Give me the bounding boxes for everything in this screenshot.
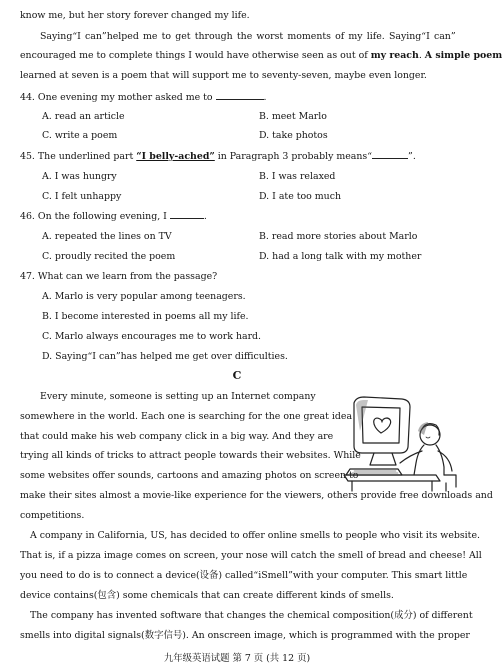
paragraph-line: some websites offer sounds, cartoons and amazing photos on screen to	[20, 470, 359, 481]
page-footer: 九年级英语试题 第 7 页 (共 12 页)	[163, 653, 311, 664]
passage-line: know me, but her story forever changed my life.	[20, 10, 250, 21]
passage-line: encouraged me to complete things I would have otherwise seen as out of my reach. A simple poem	[20, 50, 502, 61]
question-44-option-a: A. read an article	[42, 111, 125, 122]
paragraph-line: somewhere in the world. Each one is searching for the one great idea	[20, 411, 353, 422]
question-45-option-a: A. I was hungry	[42, 171, 117, 182]
question-46-option-d: D. had a long talk with my mother	[259, 251, 422, 262]
paragraph-line: competitions.	[20, 510, 85, 521]
question-45-option-b: B. I was relaxed	[259, 171, 336, 182]
paragraph-line: you need to do is to connect a device(设备) called“iSmell”with your computer. This smart little	[20, 570, 468, 581]
question-46-stem: 46. On the following evening, I .	[20, 211, 207, 222]
question-45-option-c: C. I felt unhappy	[42, 191, 122, 202]
passage-line: learned at seven is a poem that will support me to seventy-seven, maybe even longer.	[20, 70, 427, 81]
answer-blank	[372, 149, 408, 159]
paragraph-line: That is, if a pizza image comes on screen, your nose will catch the smell of bread and cheese! All	[20, 550, 482, 561]
section-heading: C	[232, 369, 242, 382]
question-47-option-c: C. Marlo always encourages me to work hard.	[42, 331, 262, 342]
paragraph-line: A company in California, US, has decided to offer online smells to people who visit its website.	[30, 530, 480, 541]
paragraph-line: trying all kinds of tricks to attract people towards their websites. While	[20, 450, 361, 461]
question-44-option-d: D. take photos	[259, 130, 328, 141]
paragraph-line: make their sites almost a movie-like experience for the viewers, others provide free downloads and	[20, 490, 493, 501]
answer-blank	[216, 90, 264, 100]
paragraph-line: device contains(包含) some chemicals that can create different kinds of smells.	[20, 590, 394, 601]
question-45-option-d: D. I ate too much	[259, 191, 341, 202]
paragraph-line: smells into digital signals(数字信号). An onscreen image, which is programmed with the proper	[20, 630, 470, 641]
paragraph-line: that could make his web company click in a big way. And they are	[20, 431, 334, 442]
question-44-stem: 44. One evening my mother asked me to .	[20, 92, 267, 103]
question-44-option-c: C. write a poem	[42, 130, 118, 141]
question-46-option-b: B. read more stories about Marlo	[259, 231, 418, 242]
computer-user-illustration	[340, 391, 460, 495]
question-47-option-a: A. Marlo is very popular among teenagers.	[42, 291, 246, 302]
answer-blank	[170, 209, 204, 219]
question-46-option-c: C. proudly recited the poem	[42, 251, 176, 262]
question-46-option-a: A. repeated the lines on TV	[42, 231, 172, 242]
question-44-option-b: B. meet Marlo	[259, 111, 327, 122]
paragraph-line: The company has invented software that changes the chemical composition(成分) of different	[30, 610, 473, 621]
question-47-option-d: D. Saying“I can”has helped me get over difficulties.	[42, 351, 288, 362]
question-47-stem: 47. What can we learn from the passage?	[20, 271, 218, 282]
paragraph-line: Every minute, someone is setting up an Internet company	[40, 391, 316, 402]
passage-line: Saying“I can”helped me to get through the worst moments of my life. Saying“I can”	[40, 31, 456, 42]
question-47-option-b: B. I become interested in poems all my life.	[42, 311, 249, 322]
question-45-stem: 45. The underlined part “I belly-ached” in Paragraph 3 probably means“ ”.	[20, 151, 416, 162]
